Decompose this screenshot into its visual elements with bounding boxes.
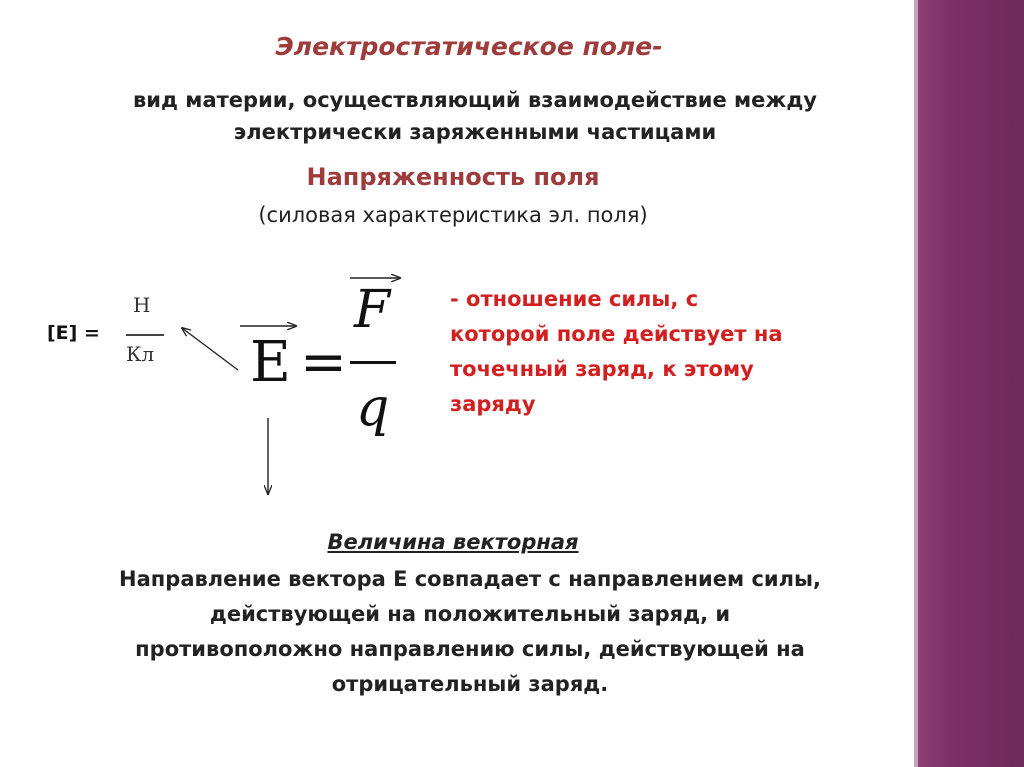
subtitle-note: (силовая характеристика эл. поля) [258,203,648,227]
red-definition-line: заряду [450,392,536,416]
slide-title: Электростатическое поле- [275,32,663,61]
vector-line: противоположно направлению силы, действующей на [135,637,805,661]
unit-label: [E] = [47,322,100,344]
definition-line-1: вид материи, осуществляющий взаимодействие между [133,88,817,112]
vector-line: Направление вектора Е совпадает с направлением силы, [119,567,821,591]
vector-heading: Величина векторная [327,530,579,554]
field-strength-definition [450,282,783,422]
vector-line: действующей на положительный заряд, и [209,602,731,626]
unit-denominator: Кл [126,342,155,366]
red-definition-line: - отношение силы, с [450,287,699,311]
subtitle: Напряженность поля [306,163,600,191]
unit-numerator: Н [133,293,151,317]
pointer-arrow-to-unit-icon [182,328,238,370]
red-definition-line: которой поле действует на [450,322,783,346]
vector-line: отрицательный заряд. [331,672,609,696]
red-definition-line: точечный заряд, к этому [450,357,754,381]
formula-equals: = [300,330,347,395]
formula-lhs: E [250,330,291,395]
formula-denominator: q [356,378,390,438]
formula-numerator: F [354,280,391,340]
definition-line-2: электрически заряженными частицами [233,120,717,144]
vector-description [20,562,920,702]
